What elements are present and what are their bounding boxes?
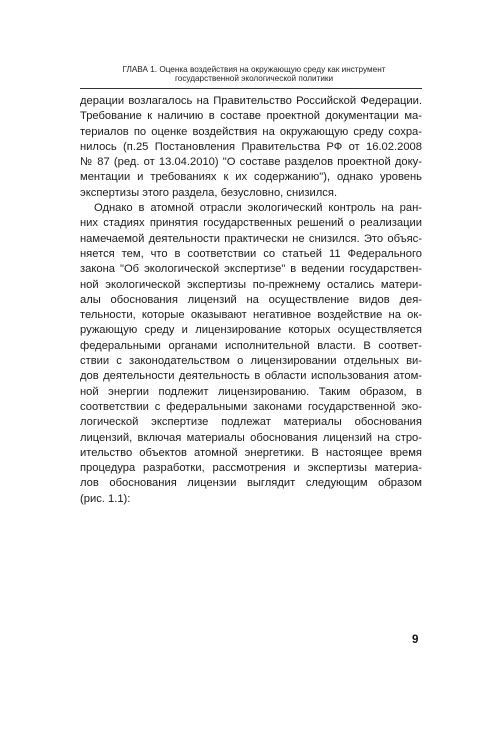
- text-line: лицензий, включая материалы обоснования лицензий на стро-: [80, 431, 422, 444]
- text-line: намечаемой деятельности практически не снизился. Это объяс-: [80, 232, 422, 245]
- text-line: дов деятельности деятельность в области использования атом-: [80, 370, 422, 383]
- page-number: 9: [412, 634, 419, 646]
- text-line: териалов по оценке воздействия на окружающую среду сохра-: [80, 125, 422, 138]
- running-head: [108, 65, 400, 83]
- text-line: няется тем, что в соответствии со статьей 11 Федерального: [80, 247, 422, 260]
- text-line: ствии с законодательством о лицензировании отдельных ви-: [80, 355, 422, 368]
- text-line: нилось (п.25 Постановления Правительства РФ от 16.02.2008: [80, 140, 422, 153]
- text-line: ружающую среду и лицензирование которых осуществляется: [80, 324, 422, 337]
- running-head-line-2: государственной экологической политики: [174, 74, 334, 83]
- body-text: [80, 94, 422, 507]
- paragraph: [80, 201, 422, 507]
- text-line: них стадиях принятия государственных решений о реализации: [80, 217, 422, 230]
- header-divider: [80, 88, 422, 89]
- text-line: федеральными органами исполнительной власти. В соответ-: [80, 339, 422, 352]
- text-line: Однако в атомной отрасли экологический контроль на ран-: [94, 202, 422, 215]
- text-line: Требование к наличию в составе проектной документации ма-: [80, 110, 422, 123]
- text-line: тельности, которые оказывают негативное воздействие на ок-: [80, 309, 422, 322]
- text-line: процедура разработки, рассмотрения и экспертизы материа-: [80, 462, 422, 475]
- text-line: ментации и требованиях к их содержанию"), однако уровень: [80, 171, 422, 184]
- text-line: лов обоснования лицензии выглядит следующим образом: [80, 477, 422, 490]
- text-line: (рис. 1.1):: [80, 492, 131, 505]
- text-line: соответствии с федеральными законами государственной эко-: [80, 400, 422, 413]
- text-line: экспертизы этого раздела, безусловно, снизился.: [80, 186, 338, 199]
- text-line: ной экологической экспертизы по-прежнему остались матери-: [80, 278, 422, 291]
- text-line: ной энергии подлежит лицензированию. Таким образом, в: [80, 385, 422, 398]
- text-line: ительство объектов атомной энергетики. В настоящее время: [80, 446, 422, 459]
- text-line: закона "Об экологической экспертизе" в ведении государствен-: [80, 263, 422, 276]
- text-line: № 87 (ред. от 13.04.2010) "О составе разделов проектной доку-: [80, 156, 422, 169]
- text-line: логической экспертизе подлежат материалы обоснования: [80, 416, 422, 429]
- running-head-line-1: ГЛАВА 1. Оценка воздействия на окружающую среду как инструмент: [122, 65, 386, 74]
- text-line: алы обоснования лицензий на осуществление видов дея-: [80, 293, 422, 306]
- paragraph: [80, 94, 422, 201]
- text-line: дерации возлагалось на Правительство Российской Федерации.: [80, 95, 422, 107]
